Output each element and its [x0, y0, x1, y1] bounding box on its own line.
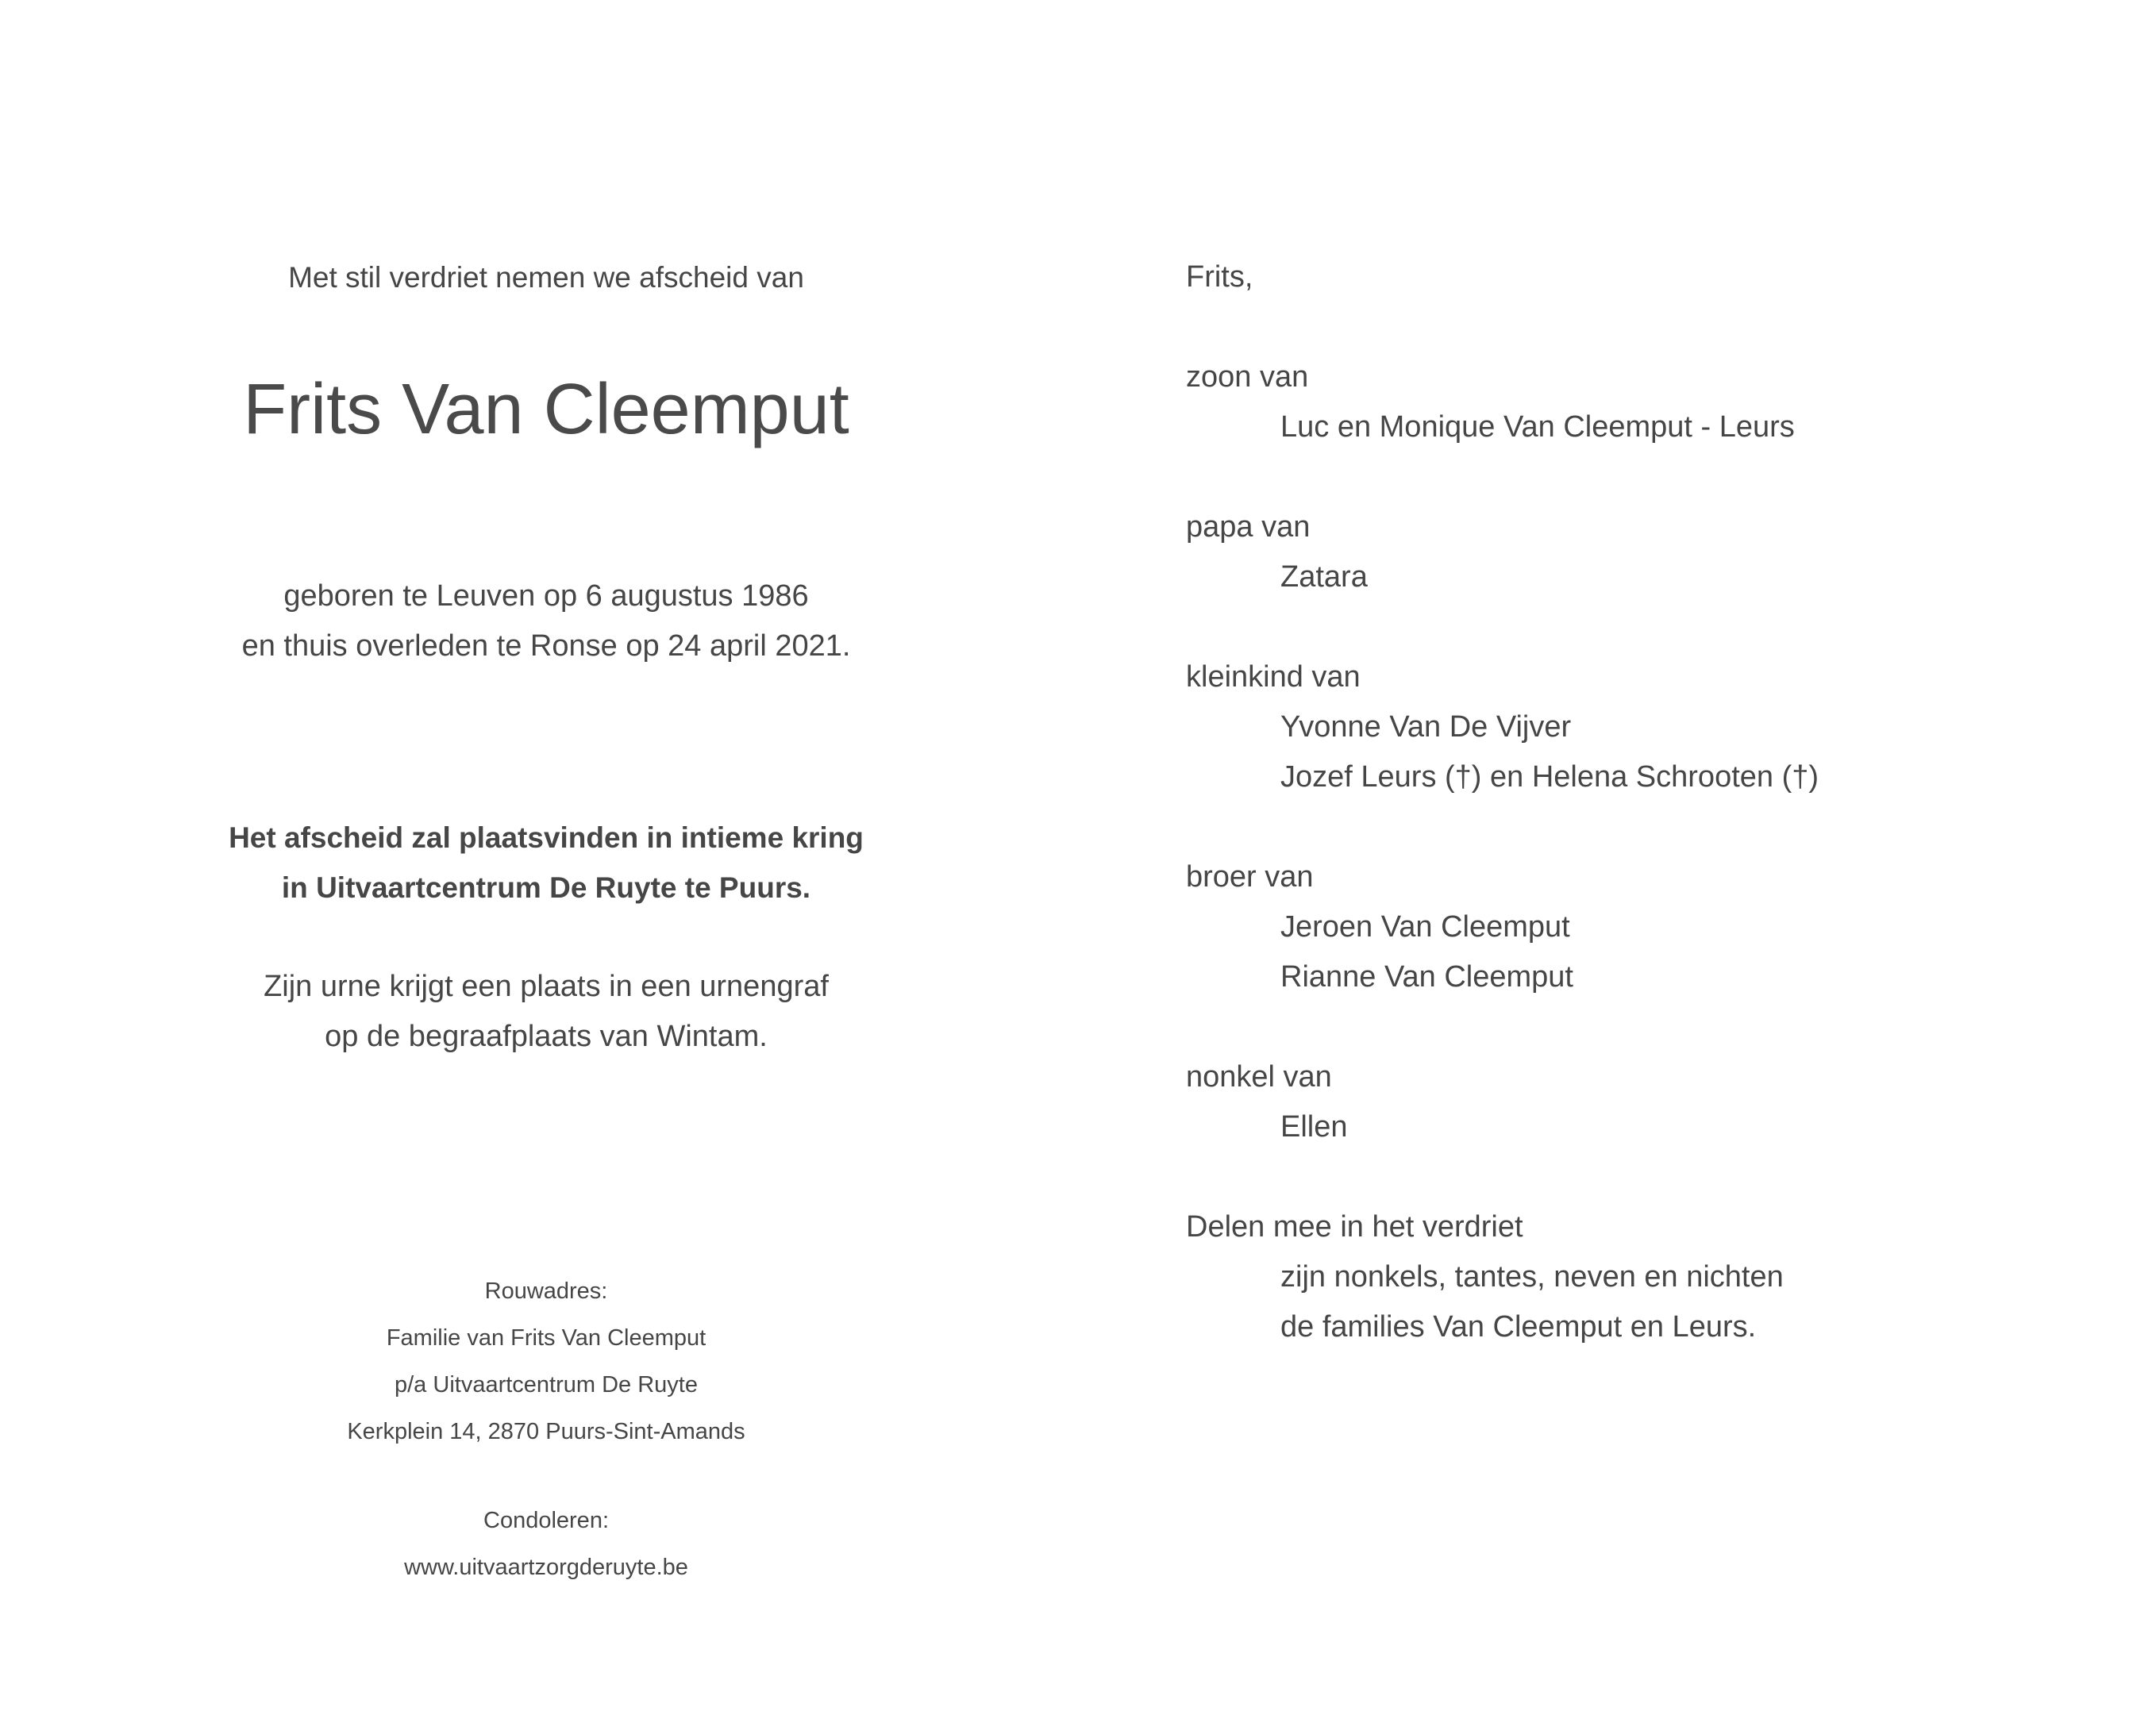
relation-group-father [1186, 502, 2099, 602]
relation-group-uncle [1186, 1052, 2099, 1152]
urn-line-2: op de begraafplaats van Wintam. [325, 1020, 768, 1053]
relation-title: zoon van [1186, 360, 1309, 394]
intro-text: Met stil verdriet nemen we afscheid van [288, 261, 804, 294]
greeting: Frits, [1186, 260, 1253, 294]
relation-group-sharing-grief [1186, 1202, 2099, 1352]
family-column [1186, 252, 2099, 1352]
mourning-address [0, 1268, 1092, 1455]
relation-member: Zatara [1280, 560, 1368, 594]
relation-title: papa van [1186, 510, 1311, 544]
relation-member: Luc en Monique Van Cleemput - Leurs [1280, 410, 1795, 444]
relation-title: nonkel van [1186, 1060, 1332, 1094]
address-line-3: Kerkplein 14, 2870 Puurs-Sint-Amands [347, 1419, 745, 1444]
ceremony-text [0, 813, 1092, 913]
condolences-url[interactable]: www.uitvaartzorgderuyte.be [404, 1555, 688, 1580]
relation-title: kleinkind van [1186, 660, 1361, 694]
relation-member: Jeroen Van Cleemput [1280, 910, 1570, 944]
relation-group-grandchild [1186, 652, 2099, 802]
relation-title: broer van [1186, 860, 1314, 894]
condolences [0, 1498, 1092, 1591]
condolences-label: Condoleren: [483, 1508, 609, 1533]
relation-member: de families Van Cleemput en Leurs. [1280, 1310, 1757, 1344]
relation-member: zijn nonkels, tantes, neven en nichten [1280, 1260, 1784, 1294]
deceased-name: Frits Van Cleemput [243, 370, 849, 449]
address-line-1: Familie van Frits Van Cleemput [386, 1325, 706, 1351]
address-line-2: p/a Uitvaartcentrum De Ruyte [395, 1372, 698, 1398]
relation-member: Yvonne Van De Vijver [1280, 710, 1572, 744]
birth-death-text [0, 571, 1092, 671]
urn-line-1: Zijn urne krijgt een plaats in een urnengraf [264, 970, 829, 1003]
relation-member: Jozef Leurs (†) en Helena Schrooten (†) [1280, 760, 1819, 794]
relation-group-brother [1186, 852, 2099, 1002]
relation-group-son [1186, 352, 2099, 452]
relation-title: Delen mee in het verdriet [1186, 1210, 1523, 1244]
address-label: Rouwadres: [484, 1278, 608, 1304]
ceremony-line-1: Het afscheid zal plaatsvinden in intieme kring [229, 821, 864, 854]
relation-member: Ellen [1280, 1110, 1348, 1144]
relation-member: Rianne Van Cleemput [1280, 960, 1573, 994]
urn-text [0, 962, 1092, 1062]
birth-line: geboren te Leuven op 6 augustus 1986 [283, 579, 809, 613]
ceremony-line-2: in Uitvaartcentrum De Ruyte te Puurs. [281, 871, 811, 904]
death-line: en thuis overleden te Ronse op 24 april 2021. [241, 629, 851, 663]
